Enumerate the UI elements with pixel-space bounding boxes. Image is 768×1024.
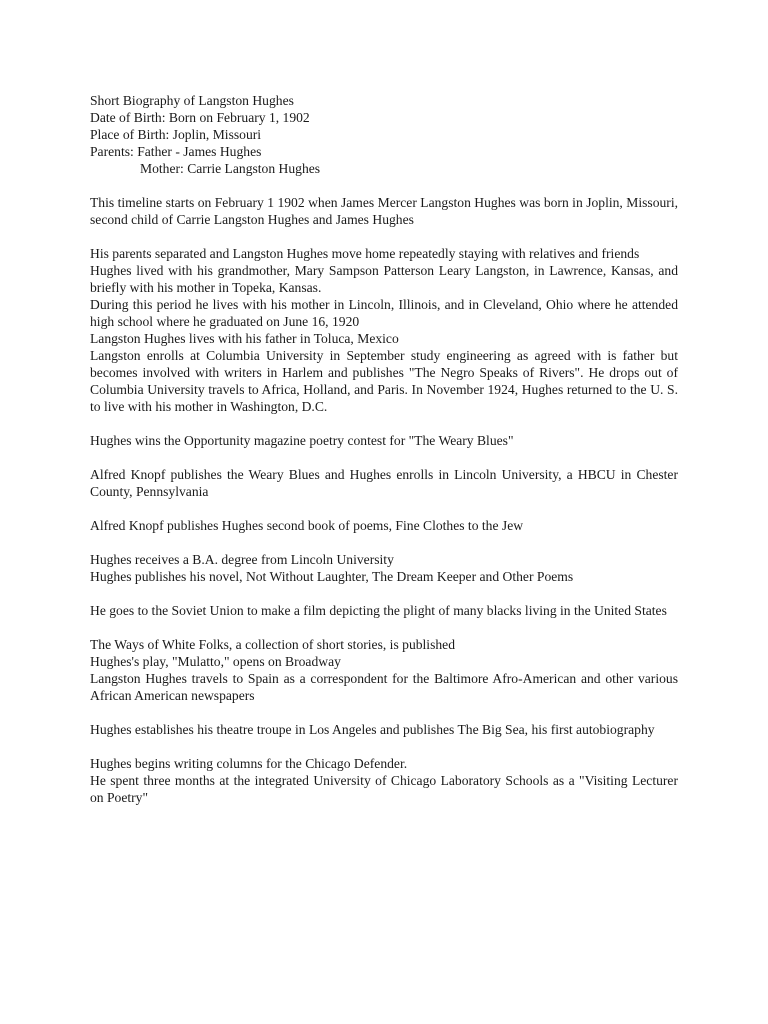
paragraph-chicago-defender: Hughes begins writing columns for the Chicago Defender. [90,756,408,771]
paragraph-weary-blues: Alfred Knopf publishes the Weary Blues and Hughes enrolls in Lincoln University, a HBCU in Chester County, Pennsylvania [90,467,678,499]
paragraph-white-folks: The Ways of White Folks, a collection of short stories, is published [90,637,456,652]
paragraph-separation: His parents separated and Langston Hughes move home repeatedly staying with relatives and friends [90,246,640,261]
date-of-birth: Date of Birth: Born on February 1, 1902 [90,110,310,125]
paragraph-high-school: During this period he lives with his mother in Lincoln, Illinois, and in Cleveland, Ohio where he attended high school where he graduated on June 16, 1920 [90,297,678,329]
paragraph-fine-clothes: Alfred Knopf publishes Hughes second book of poems, Fine Clothes to the Jew [90,518,524,533]
paragraph-spain: Langston Hughes travels to Spain as a correspondent for the Baltimore Afro-American and other various African American newspapers [90,671,678,703]
document-page [90,92,678,806]
paragraph-opportunity-contest: Hughes wins the Opportunity magazine poetry contest for "The Weary Blues" [90,433,514,448]
parents-father: Parents: Father - James Hughes [90,144,262,159]
paragraph-columbia: Langston enrolls at Columbia University in September study engineering as agreed with is father but becomes involved with writers in Harlem and publishes "The Negro Speaks of Rivers". He drops out of Columbia University travels to Africa, Holland, and Paris. In November 1924, Hughes returned to the U. S. to live with his mother in Washington, D.C. [90,348,678,414]
place-of-birth: Place of Birth: Joplin, Missouri [90,127,262,142]
paragraph-grandmother: Hughes lived with his grandmother, Mary Sampson Patterson Leary Langston, in Lawrence, Kansas, and briefly with his mother in Topeka, Kansas. [90,263,678,295]
doc-title: Short Biography of Langston Hughes [90,93,294,108]
paragraph-theatre-troupe: Hughes establishes his theatre troupe in Los Angeles and publishes The Big Sea, his first autobiography [90,722,655,737]
paragraph-visiting-lecturer: He spent three months at the integrated University of Chicago Laboratory Schools as a "Visiting Lecturer on Poetry" [90,773,678,805]
paragraph-birth: This timeline starts on February 1 1902 when James Mercer Langston Hughes was born in Joplin, Missouri, second child of Carrie Langston Hughes and James Hughes [90,195,678,227]
paragraph-mexico: Langston Hughes lives with his father in Toluca, Mexico [90,331,399,346]
paragraph-soviet-union: He goes to the Soviet Union to make a film depicting the plight of many blacks living in the United States [90,603,667,618]
paragraph-novel: Hughes publishes his novel, Not Without Laughter, The Dream Keeper and Other Poems [90,569,574,584]
paragraph-mulatto: Hughes's play, "Mulatto," opens on Broadway [90,654,341,669]
paragraph-ba-degree: Hughes receives a B.A. degree from Lincoln University [90,552,394,567]
parents-mother: Mother: Carrie Langston Hughes [140,161,321,176]
